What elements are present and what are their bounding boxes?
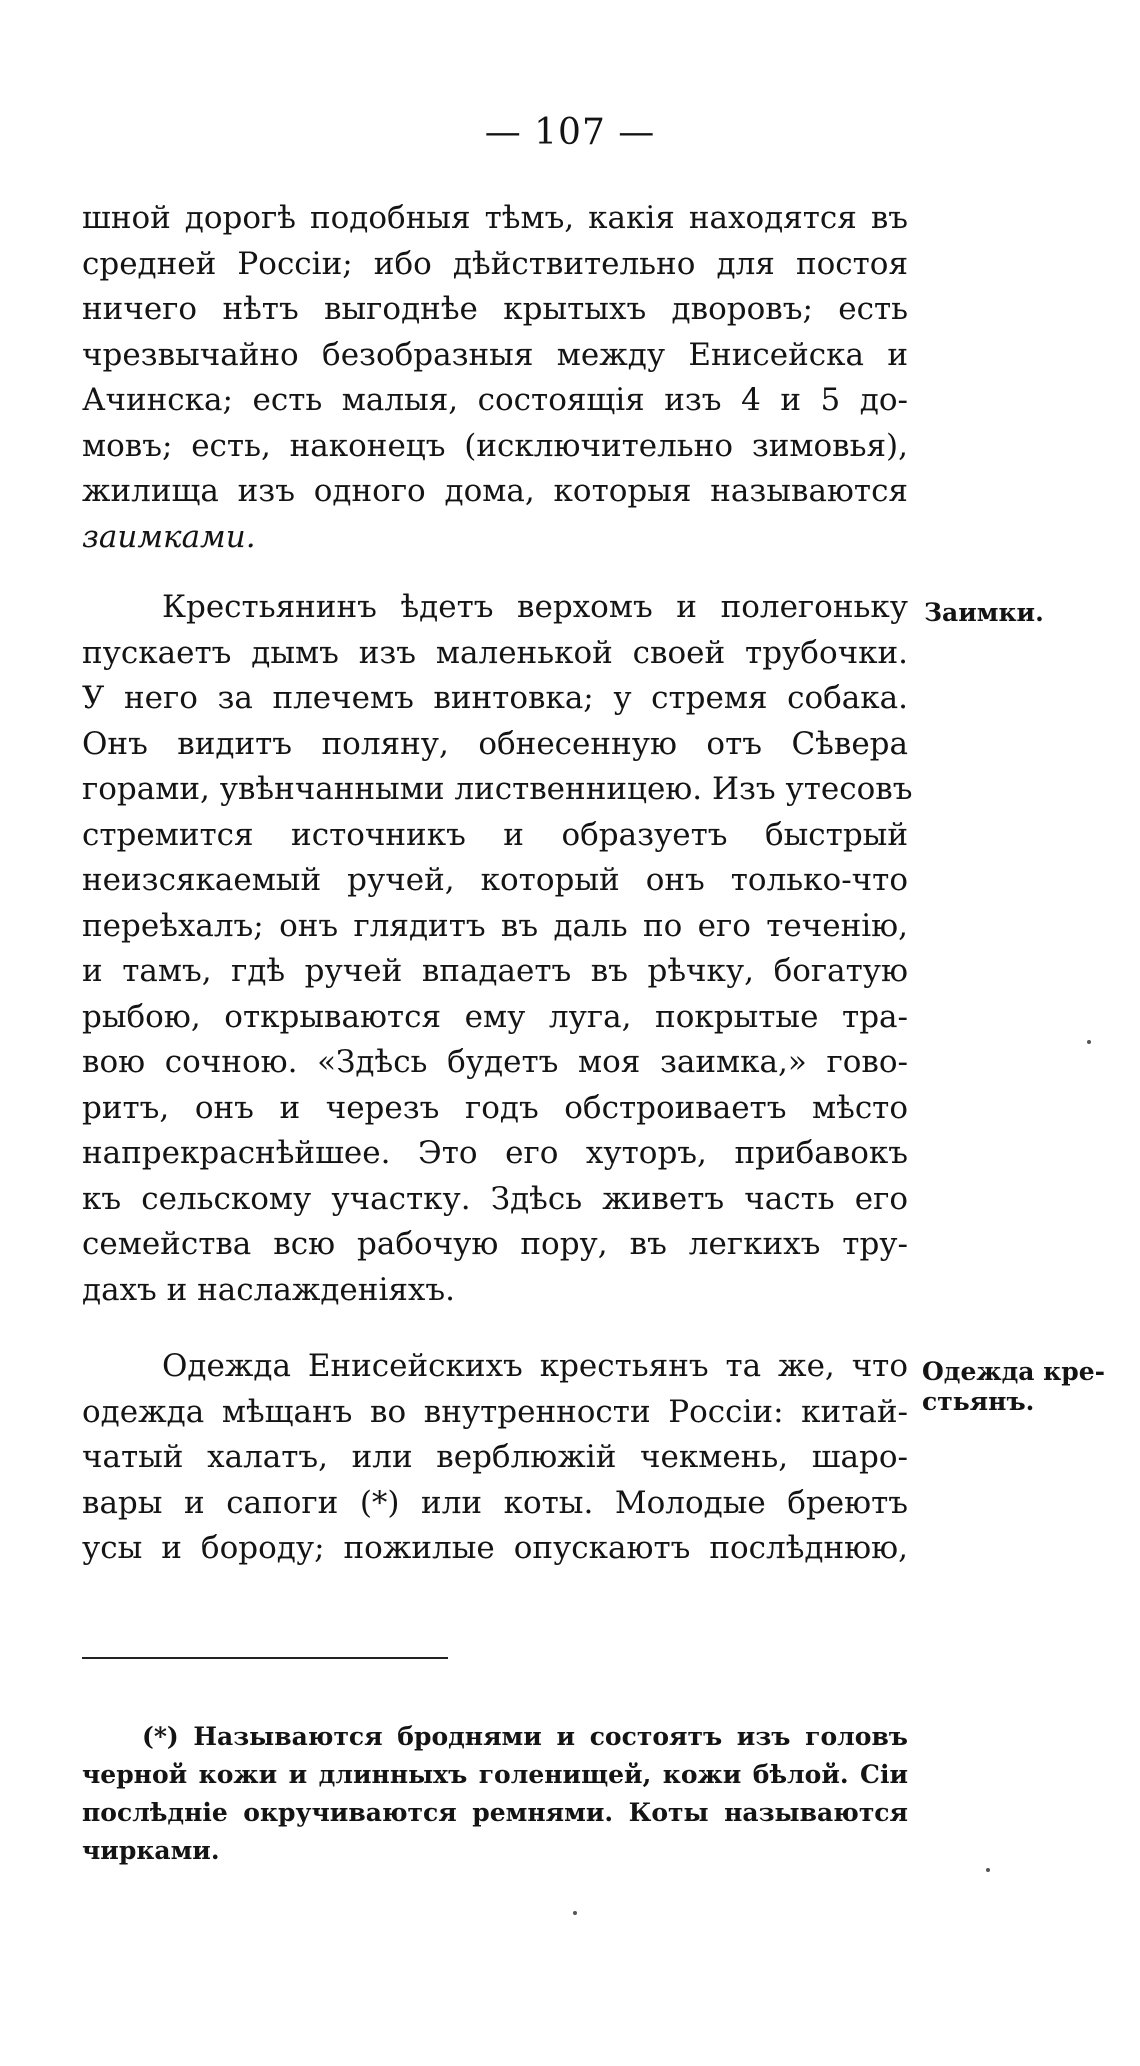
text-line: мовъ; есть, наконецъ (исключительно зимовья),: [82, 427, 908, 464]
text-line: рыбою, открываются ему луга, покрытые тра-: [82, 998, 908, 1035]
text-line: напрекраснѣйшее. Это его хуторъ, прибавокъ: [82, 1135, 908, 1171]
text-line: средней Россіи; ибо дѣйствительно для постоя: [82, 245, 908, 282]
text-line: дахъ и наслажденіяхъ.: [82, 1271, 455, 1308]
scan-speck: [1087, 1040, 1091, 1044]
text-line: ритъ, онъ и черезъ годъ обстроиваетъ мѣсто: [82, 1089, 908, 1126]
text-line: Одежда Енисейскихъ крестьянъ та же, что: [162, 1348, 908, 1384]
italic-term: заимками.: [82, 518, 256, 555]
text-line: переѣхалъ; онъ глядитъ въ даль по его теченію,: [82, 907, 908, 944]
page-number: — 107 —: [484, 112, 656, 153]
text-line: вою сочною. «Здѣсь будетъ моя заимка,» гово-: [82, 1044, 908, 1080]
margin-note-zaimki: Заимки.: [924, 598, 1044, 627]
paragraph-3: [82, 1344, 908, 1572]
text-line: Крестьянинъ ѣдетъ верхомъ и полегоньку: [162, 589, 908, 625]
text-line: усы и бороду; пожилые опускаютъ послѣднюю,: [82, 1530, 908, 1566]
paragraph-1: [82, 196, 908, 560]
margin-note-line: Одежда кре-: [922, 1357, 1105, 1386]
text-line: шной дорогѣ подобныя тѣмъ, какія находятся въ: [82, 200, 908, 236]
text-line: чрезвычайно безобразныя между Енисейска и: [82, 336, 908, 373]
text-line: горами, увѣнчанными лиственницею. Изъ утесовъ: [82, 771, 913, 807]
text-line: стремится источникъ и образуетъ быстрый: [82, 816, 908, 853]
footnote-text: (*) Называются броднями и состоятъ изъ головъ черной кожи и длинныхъ голенищей, кожи бѣлой. Сіи послѣдніе окручиваются ремнями. Коты называются чирками.: [82, 1722, 908, 1865]
text-line: къ сельскому участку. Здѣсь живетъ часть его: [82, 1180, 908, 1217]
scan-speck: [573, 1911, 577, 1915]
text-line: Ачинска; есть малыя, состоящія изъ 4 и 5 до-: [82, 382, 908, 418]
scan-speck: [986, 1868, 990, 1872]
text-line: ничего нѣтъ выгоднѣе крытыхъ дворовъ; есть: [82, 291, 908, 327]
margin-note-clothing: [922, 1357, 1105, 1417]
text-line: вары и сапоги (*) или коты. Молодые бреютъ: [82, 1484, 908, 1521]
text-line: жилища изъ одного дома, которыя называются: [82, 473, 908, 509]
paragraph-2: [82, 585, 913, 1313]
text-line: и тамъ, гдѣ ручей впадаетъ въ рѣчку, богатую: [82, 953, 908, 989]
footnote: [82, 1718, 908, 1870]
margin-note-line: стьянъ.: [922, 1387, 1035, 1416]
text-line: одежда мѣщанъ во внутренности Россіи: китай-: [82, 1393, 908, 1430]
text-line: чатый халатъ, или верблюжій чекмень, шаро-: [82, 1439, 908, 1475]
text-line: пускаетъ дымъ изъ маленькой своей трубочки.: [82, 634, 908, 671]
text-line: семейства всю рабочую пору, въ легкихъ тру-: [82, 1226, 908, 1262]
text-line: У него за плечемъ винтовка; у стремя собака.: [82, 680, 908, 716]
text-line: Онъ видитъ поляну, обнесенную отъ Сѣвера: [82, 725, 908, 762]
footnote-divider: [82, 1657, 448, 1659]
text-line: неизсякаемый ручей, который онъ только-что: [82, 862, 908, 898]
